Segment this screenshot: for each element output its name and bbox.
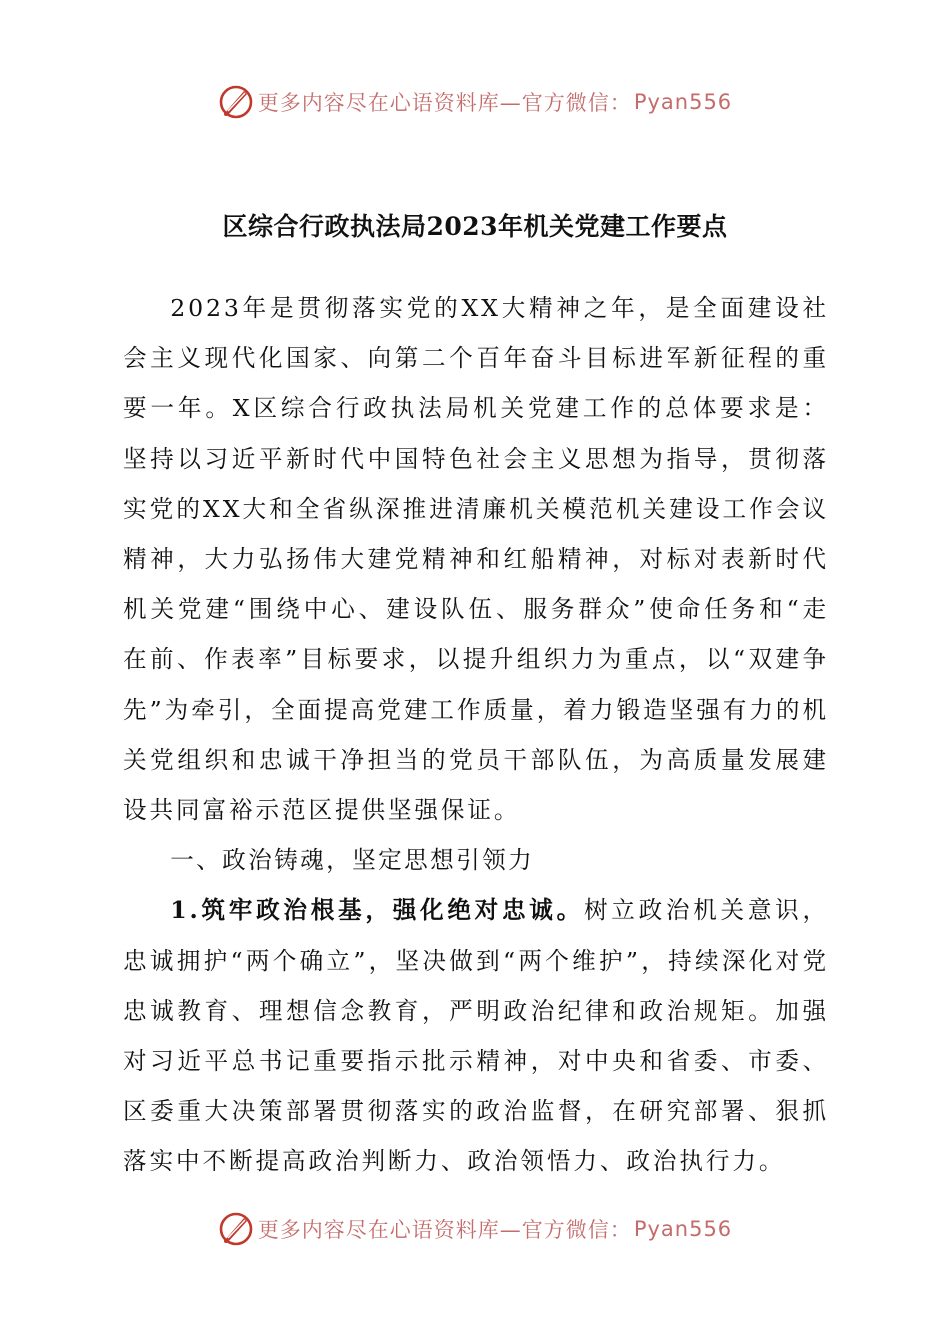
item-lead: 1.筑牢政治根基，强化绝对忠诚。 (170, 896, 584, 925)
section-heading: 一、政治铸魂，坚定思想引领力 (170, 846, 535, 875)
watermark-banner-bottom (0, 1207, 950, 1251)
quill-pen-logo-icon (218, 1211, 254, 1247)
watermark-text: 更多内容尽在心语资料库—官方微信： (257, 91, 632, 115)
watermark-wechat-id: Pyan556 (633, 1217, 733, 1241)
watermark-banner-top (0, 80, 950, 124)
document-title: 区综合行政执法局2023年机关党建工作要点 (222, 212, 728, 241)
watermark-text: 更多内容尽在心语资料库—官方微信： (257, 1218, 632, 1242)
intro-paragraph: 2023年是贯彻落实党的XX大精神之年，是全面建设社会主义现代化国家、向第二个百年奋斗目标进军新征程的重要一年。X区综合行政执法局机关党建工作的总体要求是：坚持以习近平新时代中国特色社会主义思想为指导，贯彻落实党的XX大和全省纵深推进清廉机关模范机关建设工作会议精神，大力弘扬伟大建党精神和红船精神，对标对表新时代机关党建“围绕中心、建设队伍、服务群众”使命任务和“走在前、作表率”目标要求，以提升组织力为重点，以“双建争先”为牵引，全面提高党建工作质量，着力锻造坚强有力的机关党组织和忠诚干净担当的党员干部队伍，为高质量发展建设共同富裕示范区提供坚强保证。 (123, 294, 829, 825)
watermark-wechat-id: Pyan556 (633, 90, 733, 114)
item-body: 树立政治机关意识，忠诚拥护“两个确立”，坚决做到“两个维护”，持续深化对党忠诚教育、理想信念教育，严明政治纪律和政治规矩。加强对习近平总书记重要指示批示精神，对中央和省委、市委、区委重大决策部署贯彻落实的政治监督，在研究部署、狠抓落实中不断提高政治判断力、政治领悟力、政治执行力。 (123, 896, 829, 1176)
quill-pen-logo-icon (218, 84, 254, 120)
document-body (123, 283, 829, 1187)
item-paragraph (123, 885, 829, 1186)
